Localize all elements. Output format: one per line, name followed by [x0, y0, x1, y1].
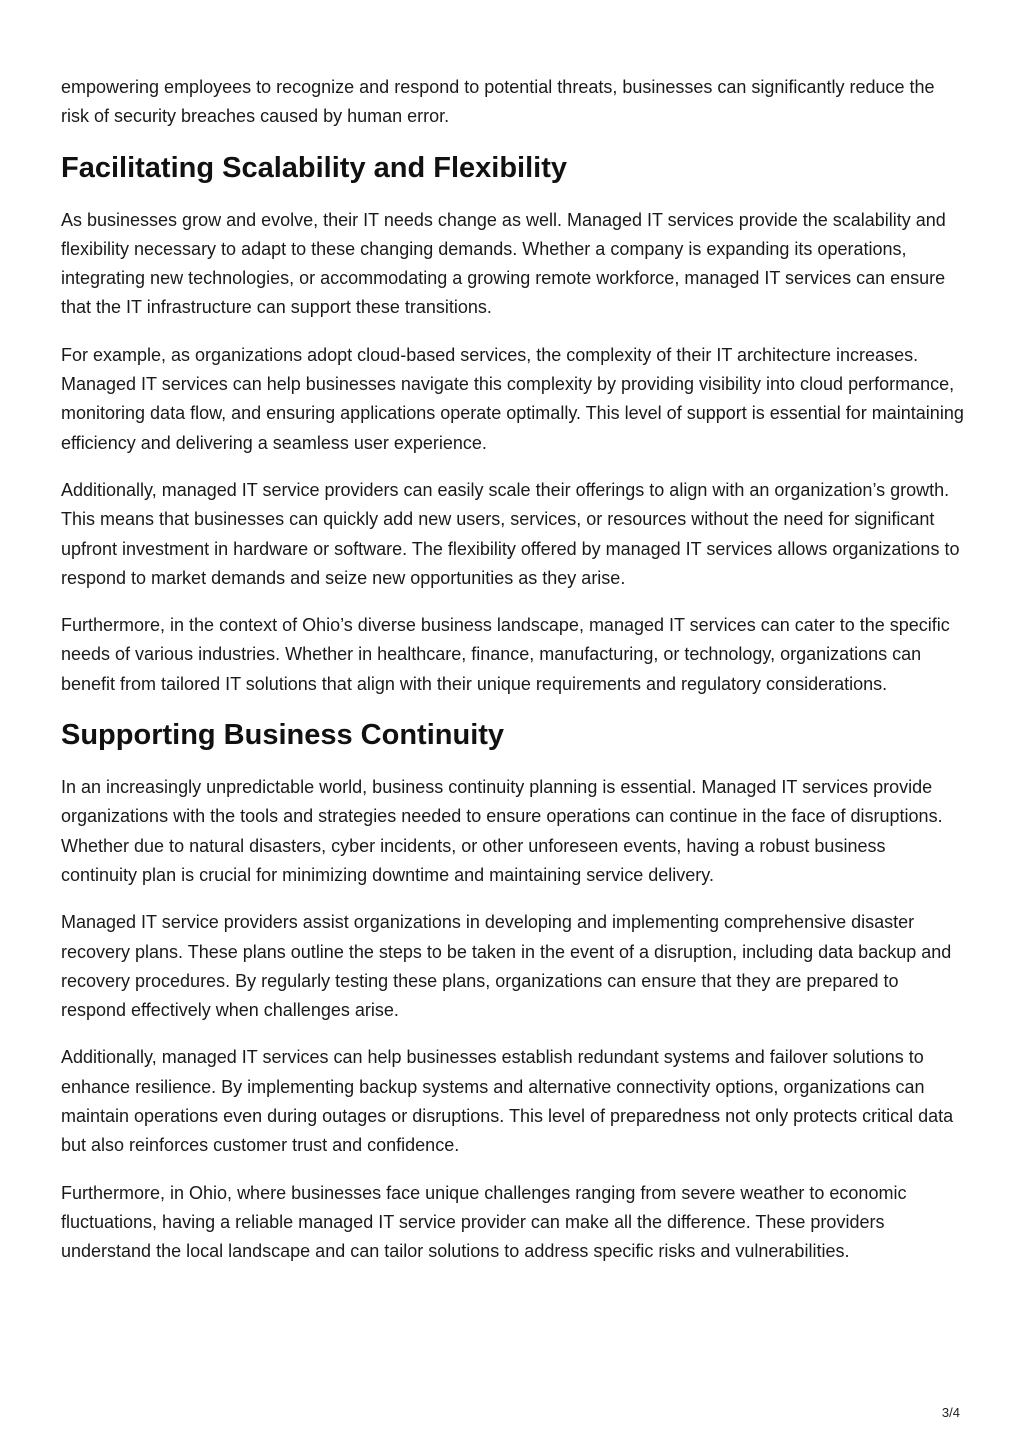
paragraph: In an increasingly unpredictable world, business continuity planning is essential. Managed IT services provide organizations with the tools and strategies needed to ensure operations can continue in the face of disruptions. Whether due to natural disasters, cyber incidents, or other unforeseen events, having a robust business continuity plan is crucial for minimizing downtime and maintaining service delivery.: [61, 777, 943, 885]
paragraph: Furthermore, in the context of Ohio’s diverse business landscape, managed IT services can cater to the specific needs of various industries. Whether in healthcare, finance, manufacturing, or technology, organizations can benefit from tailored IT solutions that align with their unique requirements and regulatory considerations.: [61, 615, 950, 694]
section-heading: Facilitating Scalability and Flexibility: [61, 151, 568, 184]
paragraph: Furthermore, in Ohio, where businesses face unique challenges ranging from severe weather to economic fluctuations, having a reliable managed IT service provider can make all the difference. These providers understand the local landscape and can tailor solutions to address specific risks and vulnerabilities.: [61, 1182, 907, 1262]
intro-paragraph: empowering employees to recognize and respond to potential threats, businesses can significantly reduce the risk of security breaches caused by human error.: [61, 77, 935, 127]
page-number: 3/4: [941, 1405, 960, 1420]
paragraph: For example, as organizations adopt cloud-based services, the complexity of their IT architecture increases. Managed IT services can help businesses navigate this complexity by providing visibility into cloud performance, monitoring data flow, and ensuring applications operate optimally. This level of support is essential for maintaining efficiency and delivering a seamless user experience.: [61, 344, 964, 453]
section-scalability: [61, 150, 966, 699]
paragraph: Managed IT service providers assist organizations in developing and implementing comprehensive disaster recovery plans. These plans outline the steps to be taken in the event of a disruption, including data backup and recovery procedures. By regularly testing these plans, organizations can ensure that they are prepared to respond effectively when challenges arise.: [61, 912, 952, 1021]
paragraph: As businesses grow and evolve, their IT needs change as well. Managed IT services provide the scalability and flexibility necessary to adapt to these changing demands. Whether a company is expanding its operations, integrating new technologies, or accommodating a growing remote workforce, managed IT services can ensure that the IT infrastructure can support these transitions.: [61, 209, 946, 318]
paragraph: Additionally, managed IT service providers can easily scale their offerings to align with an organization’s growth. This means that businesses can quickly add new users, services, or resources without the need for significant upfront investment in hardware or software. The flexibility offered by managed IT services allows organizations to respond to market demands and seize new opportunities as they arise.: [61, 479, 960, 588]
section-heading: Supporting Business Continuity: [61, 719, 505, 752]
document-page: [61, 73, 966, 1285]
section-business-continuity: [61, 717, 966, 1266]
paragraph: Additionally, managed IT services can help businesses establish redundant systems and failover solutions to enhance resilience. By implementing backup systems and alternative connectivity options, organizations can maintain operations even during outages or disruptions. This level of preparedness not only protects critical data but also reinforces customer trust and confidence.: [61, 1047, 954, 1156]
